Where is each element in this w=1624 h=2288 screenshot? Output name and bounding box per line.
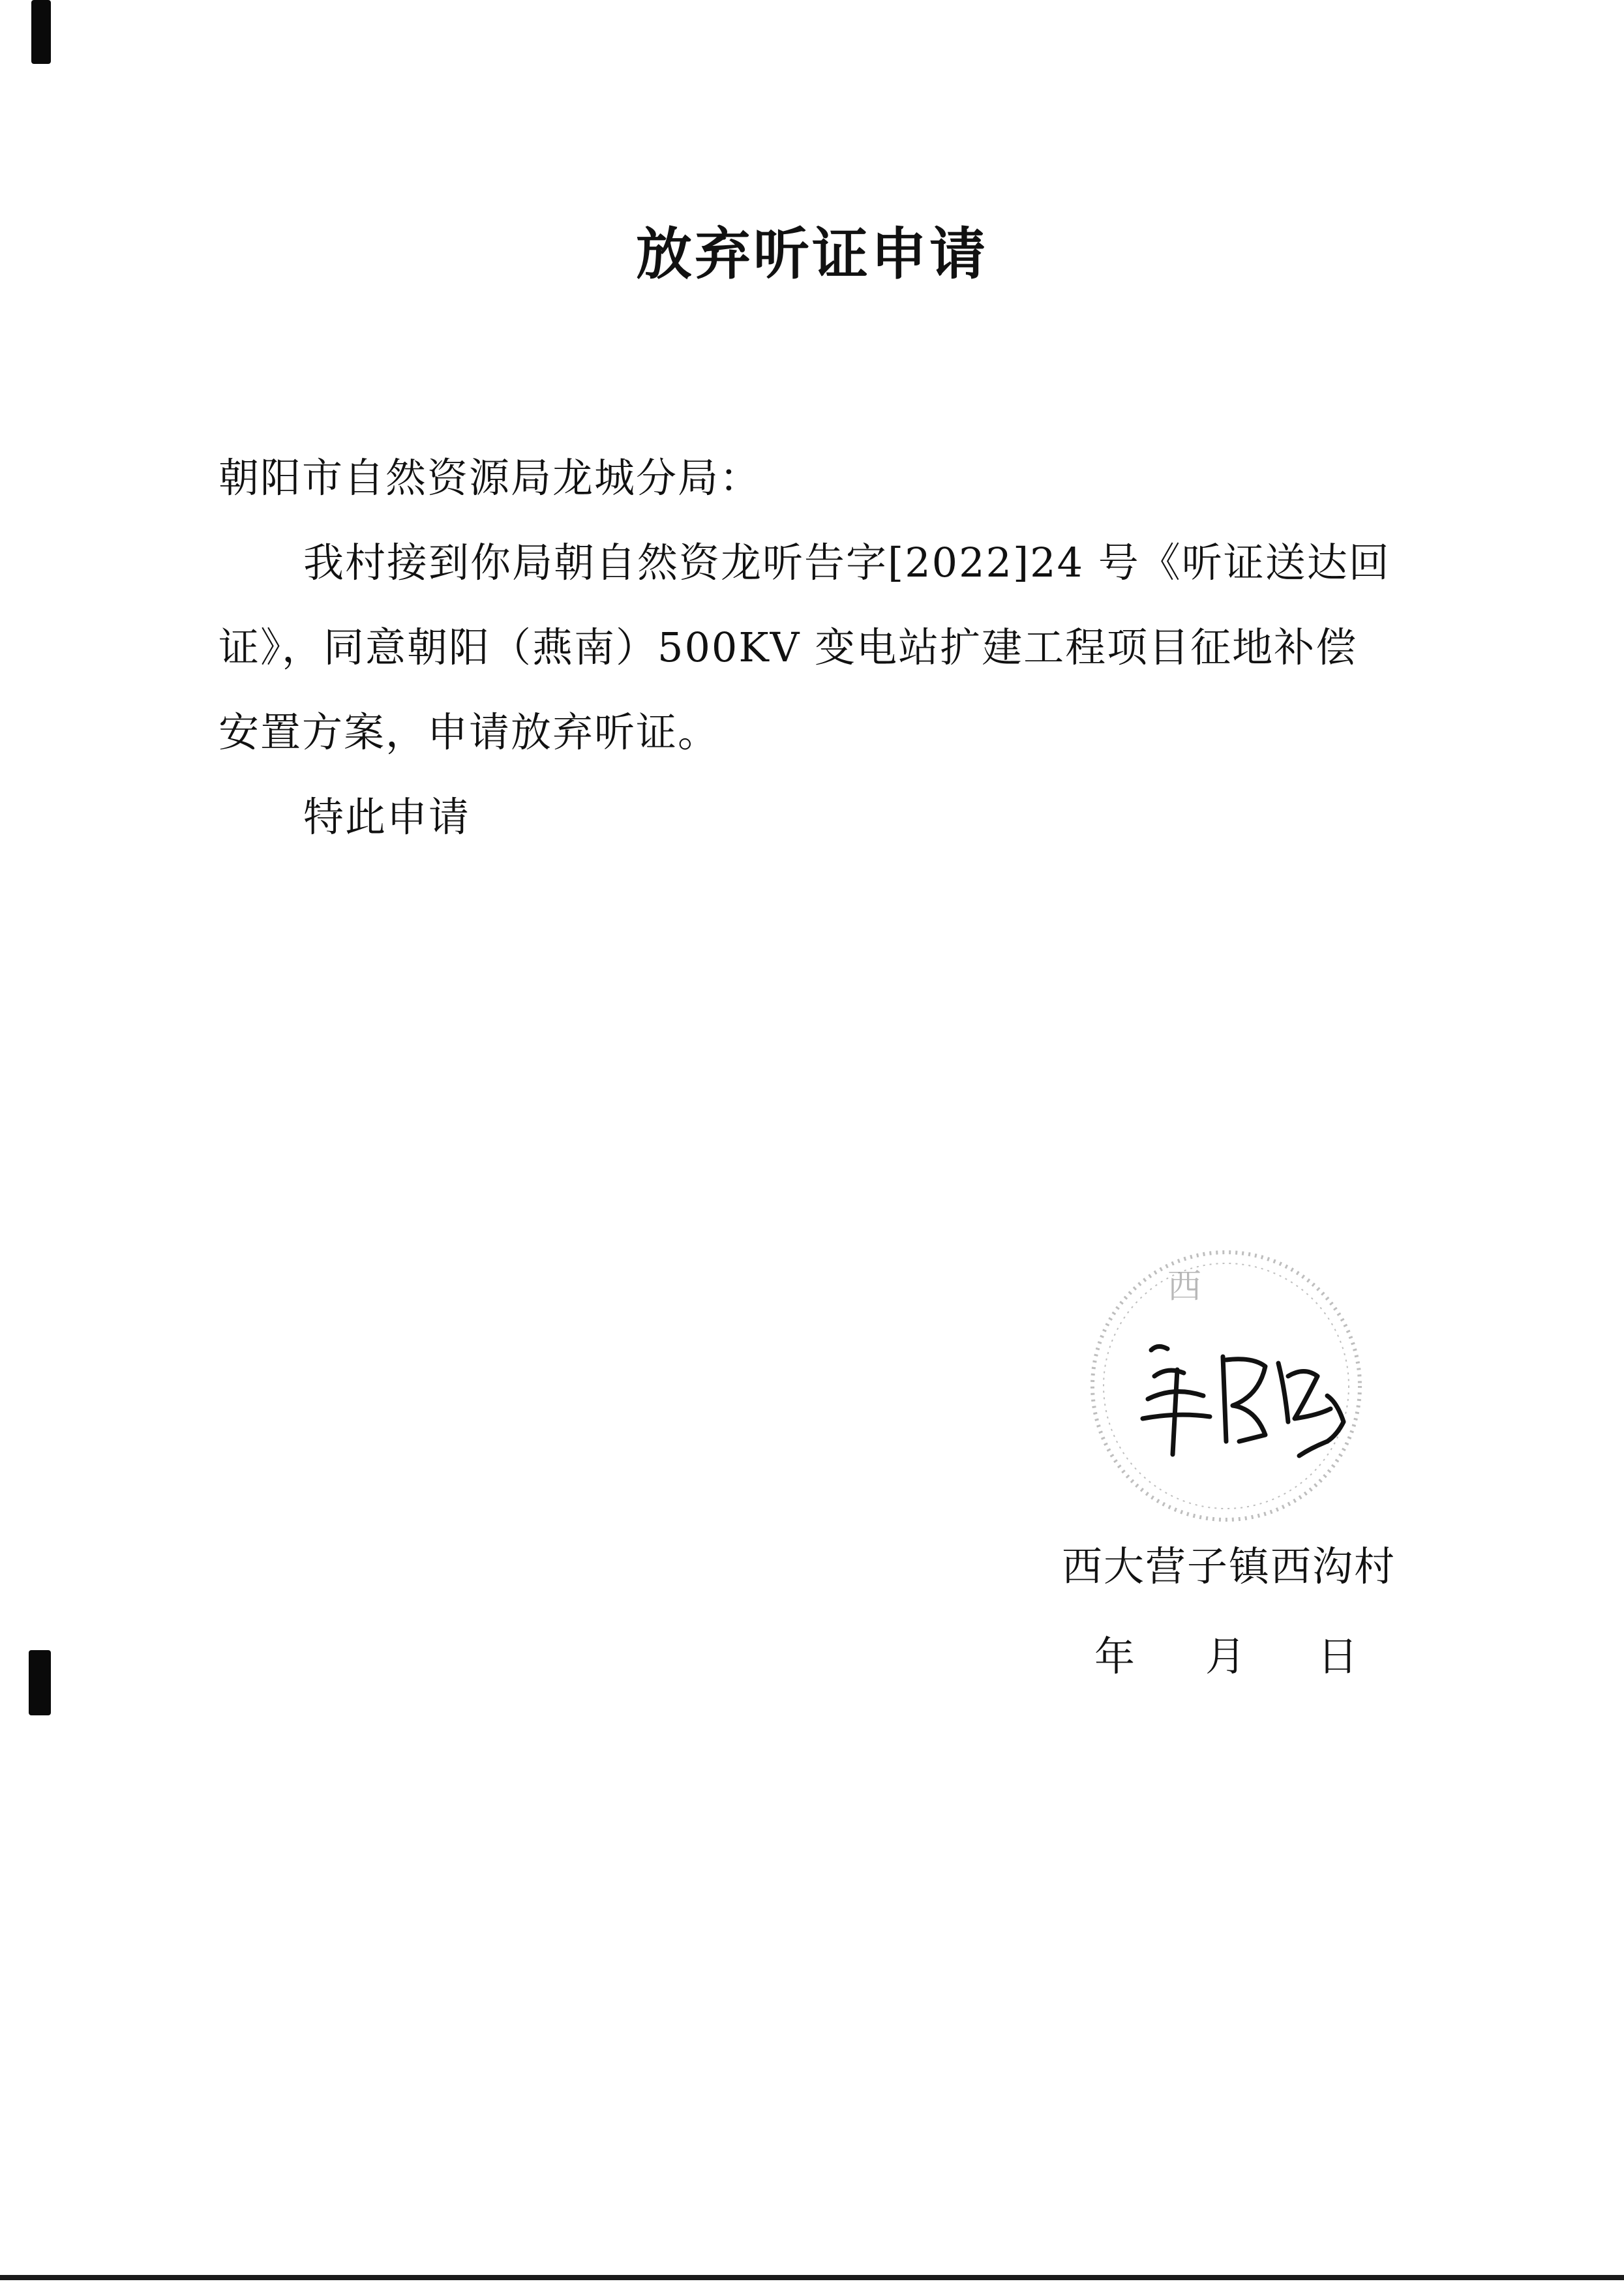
salutation: 朝阳市自然资源局龙城分局： [218,454,762,502]
official-seal-with-signature [1070,1246,1383,1533]
date-year-label: 年 [1094,1633,1135,1680]
scan-edge-line-bottom [0,2275,1624,2280]
body-paragraph: 我村接到你局朝自然资龙听告字[2022]24 号《听证送达回证》，同意朝阳（燕南）500KV 变电站扩建工程项目征地补偿安置方案，申请放弃听证。 [218,539,1391,756]
closing-phrase: 特此申请 [303,793,471,841]
date-day-label: 日 [1317,1633,1359,1680]
document-title: 放弃听证申请 [636,222,988,287]
date-line [1089,1624,1363,1689]
signing-organization: 西大营子镇西沟村 [1061,1543,1396,1590]
date-month-label: 月 [1205,1633,1246,1680]
handwritten-signature [1143,1346,1344,1456]
scan-edge-mark-top [31,0,51,64]
scan-edge-mark-middle [29,1650,51,1715]
seal-text: 西 [1167,1267,1202,1306]
